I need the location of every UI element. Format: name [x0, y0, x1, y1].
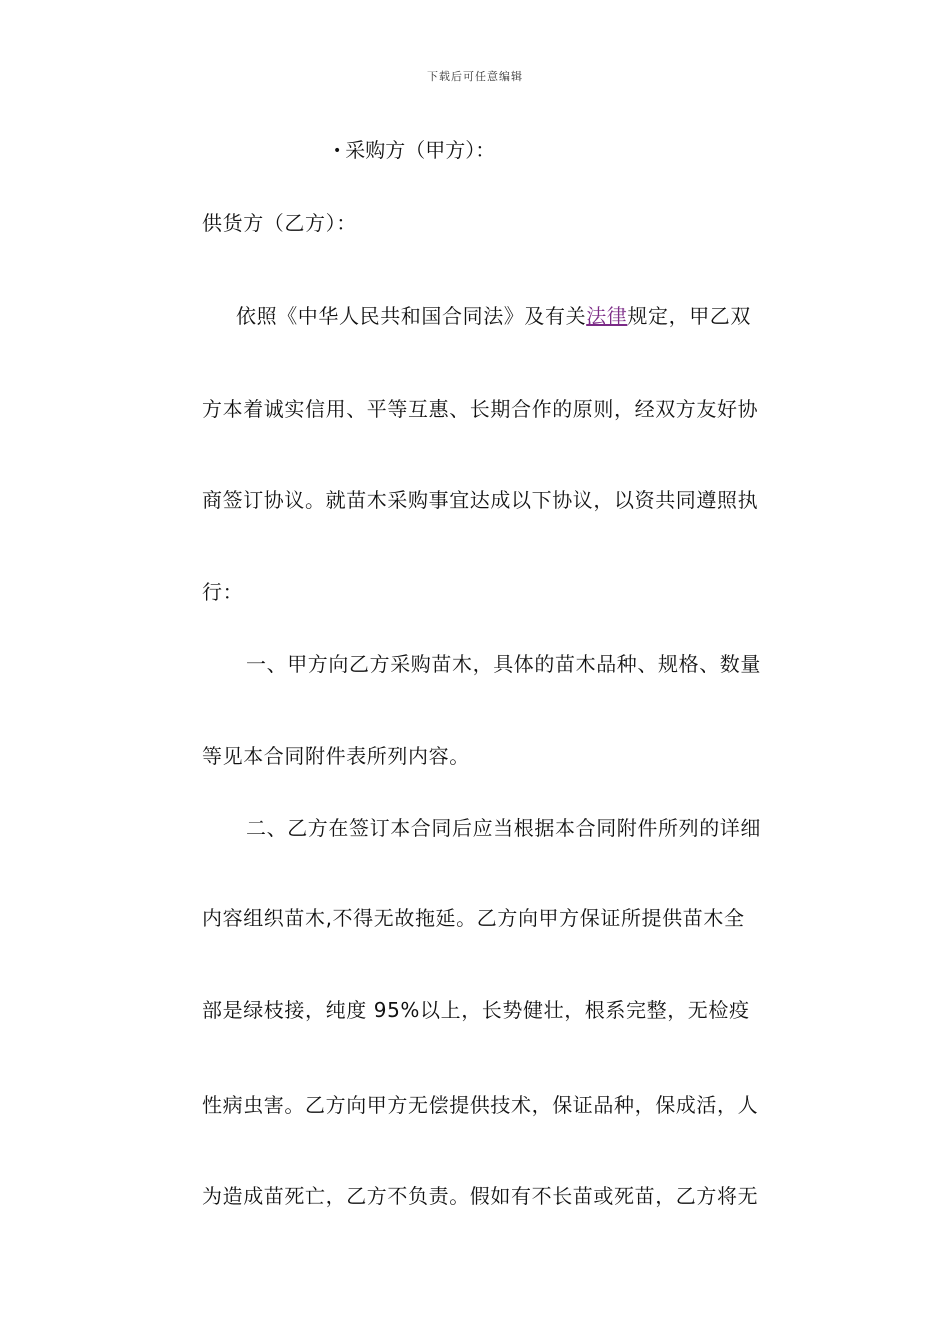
party-a-line: [333, 138, 495, 163]
intro-line-4: 行：: [202, 580, 244, 604]
intro-line-1: [202, 304, 846, 328]
clause-2-line-1: 二、乙方在签订本合同后应当根据本合同附件所列的详细: [246, 816, 761, 840]
party-b-label: 供货方（乙方）：: [202, 211, 357, 235]
intro-line-3: 商签订协议。就苗木采购事宜达成以下协议，以资共同遵照执: [202, 488, 759, 512]
law-link[interactable]: 法律: [586, 304, 628, 328]
intro-line-2: 方本着诚实信用、平等互惠、长期合作的原则，经双方友好协: [202, 397, 759, 421]
clause-1-line-2: 等见本合同附件表所列内容。: [202, 744, 470, 768]
bullet-icon: •: [333, 143, 342, 159]
clause-2-line-5: 为造成苗死亡，乙方不负责。假如有不长苗或死苗，乙方将无: [202, 1184, 759, 1208]
intro-text-before-link: 依照《中华人民共和国合同法》及有关: [236, 304, 587, 328]
clause-2-line-3: 部是绿枝接，纯度 95%以上，长势健壮，根系完整，无检疫: [202, 998, 750, 1022]
party-a-label: 采购方（甲方）：: [345, 138, 496, 162]
clause-1-line-1: 一、甲方向乙方采购苗木，具体的苗木品种、规格、数量: [246, 652, 761, 676]
clause-2-line-4: 性病虫害。乙方向甲方无偿提供技术，保证品种，保成活，人: [202, 1093, 759, 1117]
clause-2-line-2: 内容组织苗木,不得无故拖延。乙方向甲方保证所提供苗木全: [202, 906, 745, 930]
intro-text-after-link: 规定，甲乙双: [627, 304, 752, 328]
page-header: 下载后可任意编辑: [427, 70, 523, 83]
